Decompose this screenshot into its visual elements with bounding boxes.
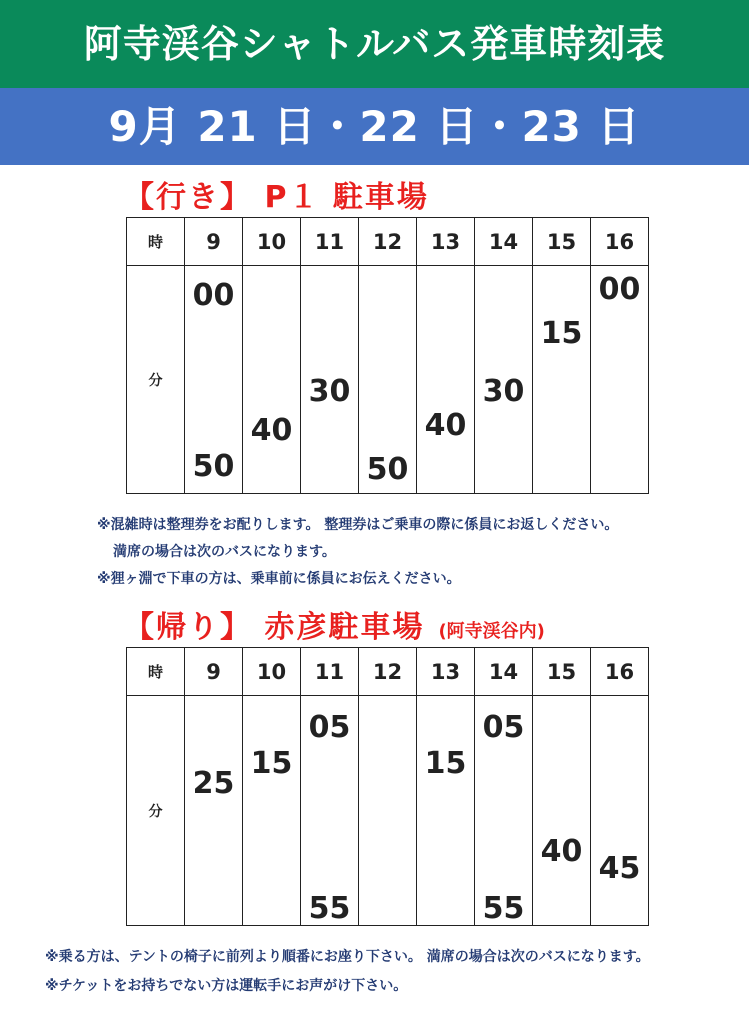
- minute-cell: [243, 266, 301, 494]
- hour-cell: 11: [301, 648, 359, 696]
- date-banner: 9月 21 日・22 日・23 日: [0, 88, 749, 165]
- outbound-timetable: [126, 217, 649, 494]
- return-minute-row: [127, 696, 649, 926]
- minute-cell: [359, 696, 417, 926]
- hour-cell: 13: [417, 648, 475, 696]
- minute-cell: [185, 266, 243, 494]
- departure-minute: 15: [250, 746, 293, 781]
- hour-cell: 9: [185, 648, 243, 696]
- departure-minute: 15: [540, 316, 583, 351]
- outbound-note: ※狸ヶ淵で下車の方は、乗車前に係員にお伝えください。: [97, 571, 461, 587]
- hour-label: 時: [127, 218, 185, 266]
- hour-cell: 12: [359, 648, 417, 696]
- minute-cell: [533, 696, 591, 926]
- outbound-minute-row: [127, 266, 649, 494]
- departure-minute: 50: [192, 449, 235, 484]
- page-title: 阿寺渓谷シャトルバス発車時刻表: [0, 0, 749, 88]
- departure-minute: 45: [598, 851, 641, 886]
- minute-cell: [475, 266, 533, 494]
- minute-cell: [359, 266, 417, 494]
- return-hour-row: [127, 648, 649, 696]
- hour-cell: 10: [243, 648, 301, 696]
- minute-cell: [185, 696, 243, 926]
- hour-label: 時: [127, 648, 185, 696]
- hour-cell: 9: [185, 218, 243, 266]
- minute-cell: [417, 266, 475, 494]
- hour-cell: 12: [359, 218, 417, 266]
- minute-label: 分: [127, 696, 185, 926]
- return-note: ※チケットをお持ちでない方は運転手にお声がけ下さい。: [45, 978, 408, 994]
- hour-cell: 11: [301, 218, 359, 266]
- departure-minute: 40: [424, 408, 467, 443]
- minute-label: 分: [127, 266, 185, 494]
- hour-cell: 13: [417, 218, 475, 266]
- return-title: [124, 602, 545, 646]
- minute-cell: [243, 696, 301, 926]
- departure-minute: 50: [366, 452, 409, 487]
- hour-cell: 14: [475, 218, 533, 266]
- minute-cell: [591, 696, 649, 926]
- hour-cell: 14: [475, 648, 533, 696]
- hour-cell: 15: [533, 218, 591, 266]
- minute-cell: [301, 696, 359, 926]
- outbound-title-text: 【行き】 P１ 駐車場: [124, 180, 429, 215]
- hour-cell: 10: [243, 218, 301, 266]
- outbound-note: ※混雑時は整理券をお配りします。 整理券はご乗車の際に係員にお返しください。: [97, 517, 619, 533]
- departure-minute: 25: [192, 766, 235, 801]
- departure-minute: 30: [482, 374, 525, 409]
- departure-minute: 30: [308, 374, 351, 409]
- hour-cell: 15: [533, 648, 591, 696]
- return-subtitle: (阿寺渓谷内): [438, 621, 545, 642]
- outbound-hour-row: [127, 218, 649, 266]
- minute-cell: [533, 266, 591, 494]
- departure-minute: 05: [482, 710, 525, 745]
- minute-cell: [417, 696, 475, 926]
- departure-minute: 00: [598, 272, 641, 307]
- departure-minute: 15: [424, 746, 467, 781]
- minute-cell: [591, 266, 649, 494]
- departure-minute: 05: [308, 710, 351, 745]
- return-title-text: 【帰り】 赤彦駐車場: [124, 610, 425, 645]
- departure-minute: 55: [482, 891, 525, 926]
- departure-minute: 00: [192, 278, 235, 313]
- return-note: ※乗る方は、テントの椅子に前列より順番にお座り下さい。 満席の場合は次のバスになります。: [45, 949, 650, 965]
- departure-minute: 40: [250, 413, 293, 448]
- departure-minute: 55: [308, 891, 351, 926]
- outbound-note: 満席の場合は次のバスになります。: [113, 544, 336, 560]
- minute-cell: [301, 266, 359, 494]
- return-timetable: [126, 647, 649, 926]
- hour-cell: 16: [591, 218, 649, 266]
- hour-cell: 16: [591, 648, 649, 696]
- minute-cell: [475, 696, 533, 926]
- outbound-title: [124, 172, 429, 216]
- departure-minute: 40: [540, 834, 583, 869]
